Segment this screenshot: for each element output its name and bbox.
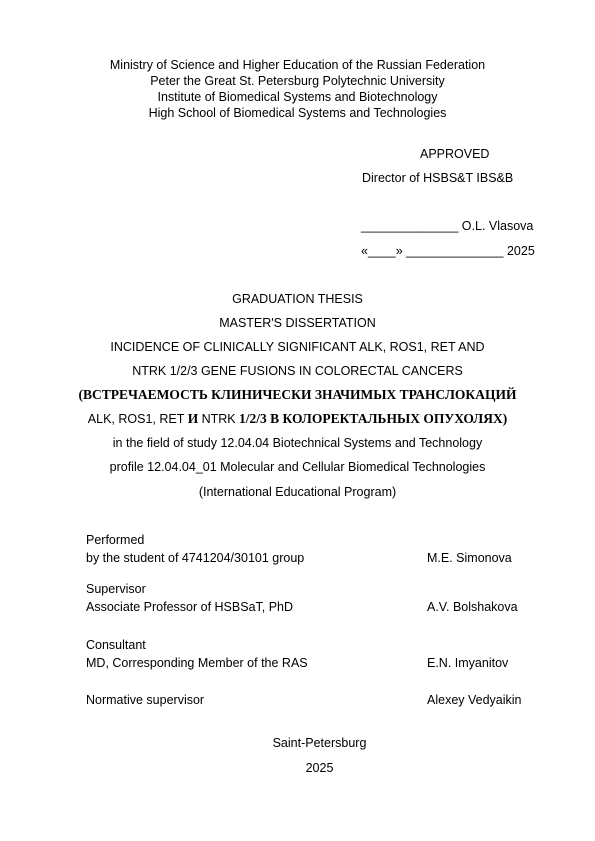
performed-name: M.E. Simonova bbox=[427, 551, 512, 565]
director-label: Director of HSBS&T IBS&B bbox=[362, 171, 514, 185]
ministry-line: Ministry of Science and Higher Education of the Russian Federation bbox=[109, 58, 486, 72]
thesis-title-line-1: INCIDENCE OF CLINICALLY SIGNIFICANT ALK, ROS1, RET AND bbox=[110, 340, 485, 354]
performed-role: by the student of 4741204/30101 group bbox=[86, 551, 305, 565]
approved-label: APPROVED bbox=[420, 147, 490, 161]
normative-supervisor-name: Alexey Vedyaikin bbox=[427, 693, 522, 707]
signature-line: ______________ O.L. Vlasova bbox=[361, 219, 534, 233]
supervisor-name: A.V. Bolshakova bbox=[427, 600, 518, 614]
supervisor-label: Supervisor bbox=[86, 582, 146, 596]
russian-title-genes: ALK, ROS1, RET bbox=[87, 412, 185, 426]
study-profile: profile 12.04.04_01 Molecular and Cellular Biomedical Technologies bbox=[109, 460, 486, 474]
thesis-type-graduation: GRADUATION THESIS bbox=[232, 292, 363, 306]
russian-title-conjunction: И bbox=[184, 411, 202, 426]
russian-title-ntrk: NTRK bbox=[201, 412, 236, 426]
institute-line: Institute of Biomedical Systems and Biotechnology bbox=[157, 90, 438, 104]
educational-program: (International Educational Program) bbox=[198, 485, 397, 499]
russian-title-rest: 1/2/3 В КОЛОРЕКТАЛЬНЫХ ОПУХОЛЯХ) bbox=[235, 411, 508, 426]
performed-label: Performed bbox=[86, 533, 145, 547]
date-line: «____» ______________ 2025 bbox=[361, 244, 535, 258]
consultant-label: Consultant bbox=[86, 638, 146, 652]
consultant-role: MD, Corresponding Member of the RAS bbox=[86, 656, 308, 670]
year: 2025 bbox=[305, 761, 334, 775]
thesis-type-master: MASTER'S DISSERTATION bbox=[219, 316, 376, 330]
consultant-name: E.N. Imyanitov bbox=[427, 656, 509, 670]
normative-supervisor-role: Normative supervisor bbox=[86, 693, 205, 707]
field-of-study: in the field of study 12.04.04 Biotechnical Systems and Technology bbox=[112, 436, 483, 450]
russian-title-line-1: (ВСТРЕЧАЕМОСТЬ КЛИНИЧЕСКИ ЗНАЧИМЫХ ТРАНСЛОКАЦИЙ bbox=[78, 387, 517, 402]
university-line: Peter the Great St. Petersburg Polytechnic University bbox=[150, 74, 445, 88]
school-line: High School of Biomedical Systems and Technologies bbox=[148, 106, 447, 120]
thesis-title-line-2: NTRK 1/2/3 GENE FUSIONS IN COLORECTAL CANCERS bbox=[132, 364, 463, 378]
city: Saint-Petersburg bbox=[272, 736, 367, 750]
supervisor-role: Associate Professor of HSBSaT, PhD bbox=[86, 600, 294, 614]
russian-title-line-2 bbox=[0, 411, 595, 427]
